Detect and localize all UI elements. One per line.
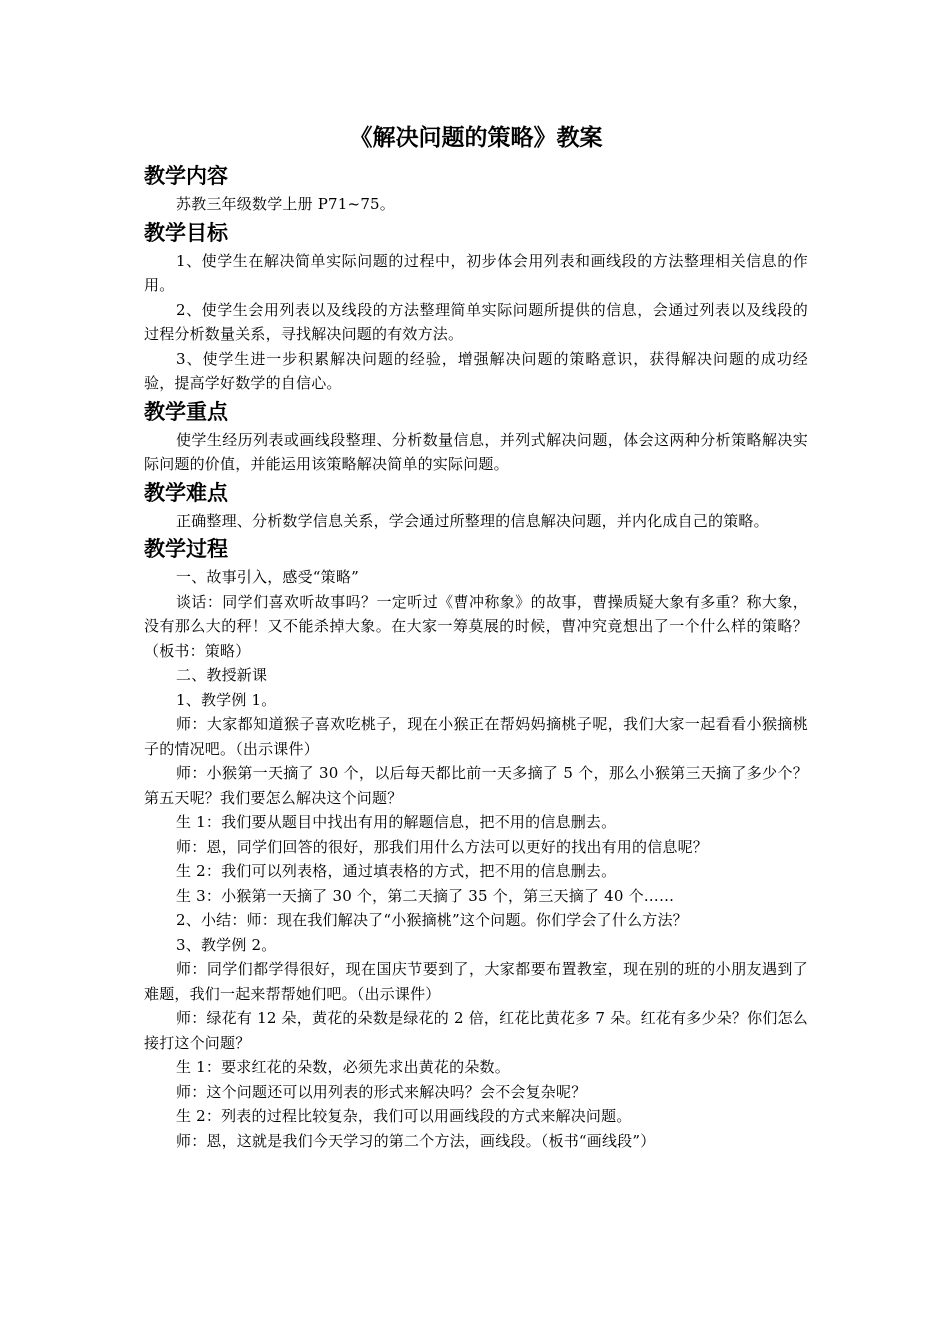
paragraph: 生 3：小猴第一天摘了 30 个，第二天摘了 35 个，第三天摘了 40 个…… [176, 886, 675, 905]
paragraph: 3、使学生进一步积累解决问题的经验，增强解决问题的策略意识，获得解决问题的成功经验，提高学好数学的自信心。 [144, 349, 808, 392]
paragraph: 师：恩，同学们回答的很好，那我们用什么方法可以更好的找出有用的信息呢？ [176, 837, 709, 856]
paragraph: 生 1：要求红花的朵数，必须先求出黄花的朵数。 [176, 1058, 510, 1076]
paragraph: 一、故事引入，感受“策略” [176, 568, 359, 586]
heading-difficulties: 教学难点 [144, 479, 228, 505]
paragraph: 1、教学例 1。 [176, 690, 277, 709]
paragraph: 生 2：我们可以列表格，通过填表格的方式，把不用的信息删去。 [176, 862, 617, 880]
heading-teaching-goals: 教学目标 [144, 219, 228, 245]
document-title: 《解决问题的策略》教案 [349, 124, 603, 151]
paragraph: 1、使学生在解决简单实际问题的过程中，初步体会用列表和画线段的方法整理相关信息的作用。 [144, 251, 808, 294]
paragraph: 2、小结：师：现在我们解决了“小猴摘桃”这个问题。你们学会了什么方法？ [176, 911, 688, 929]
paragraph: 师：绿花有 12 朵，黄花的朵数是绿花的 2 倍，红花比黄花多 7 朵。红花有多少朵？你们怎么接打这个问题？ [144, 1009, 808, 1052]
paragraph: 使学生经历列表或画线段整理、分析数量信息，并列式解决问题，体会这两种分析策略解决实际问题的价值，并能运用该策略解决简单的实际问题。 [144, 430, 808, 473]
heading-teaching-content: 教学内容 [144, 163, 228, 188]
paragraph: 生 2：列表的过程比较复杂，我们可以用画线段的方式来解决问题。 [176, 1107, 632, 1125]
document-page [144, 120, 808, 1153]
paragraph: 二、教授新课 [176, 666, 268, 684]
paragraph: 师：同学们都学得很好，现在国庆节要到了，大家都要布置教室，现在别的班的小朋友遇到了难题，我们一起来帮帮她们吧。（出示课件） [144, 960, 808, 1003]
paragraph: 师：大家都知道猴子喜欢吃桃子，现在小猴正在帮妈妈摘桃子呢，我们大家一起看看小猴摘桃子的情况吧。（出示课件） [144, 715, 808, 758]
heading-key-points: 教学重点 [144, 398, 228, 424]
paragraph: 2、使学生会用列表以及线段的方法整理简单实际问题所提供的信息，会通过列表以及线段的过程分析数量关系，寻找解决问题的有效方法。 [144, 300, 808, 343]
paragraph: 苏教三年级数学上册 P71~75。 [176, 195, 396, 213]
paragraph: 师：小猴第一天摘了 30 个，以后每天都比前一天多摘了 5 个，那么小猴第三天摘了多少个？第五天呢？我们要怎么解决这个问题？ [144, 764, 808, 807]
paragraph: 3、教学例 2。 [176, 935, 277, 954]
paragraph: 师：恩，这就是我们今天学习的第二个方法，画线段。（板书“画线段”） [176, 1131, 656, 1150]
paragraph: 正确整理、分析数学信息关系，学会通过所整理的信息解决问题，并内化成自己的策略。 [176, 511, 769, 530]
paragraph: 生 1：我们要从题目中找出有用的解题信息，把不用的信息删去。 [176, 813, 617, 831]
heading-teaching-process: 教学过程 [144, 536, 228, 561]
paragraph: 师：这个问题还可以用列表的形式来解决吗？会不会复杂呢？ [176, 1082, 587, 1101]
paragraph: 谈话：同学们喜欢听故事吗？一定听过《曹冲称象》的故事，曹操质疑大象有多重？称大象，没有那么大的秤！又不能杀掉大象。在大家一筹莫展的时候，曹冲究竟想出了一个什么样的策略？（板书：策略） [144, 592, 808, 660]
